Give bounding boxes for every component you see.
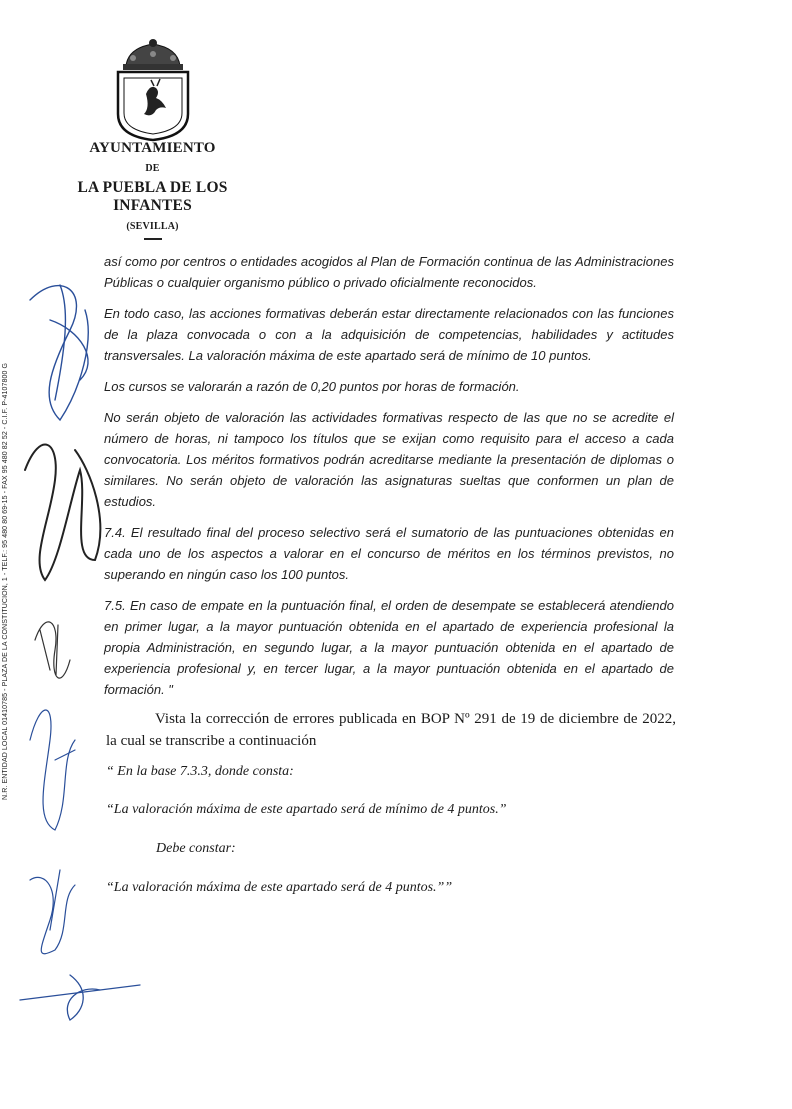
paragraph: 7.5. En caso de empate en la puntuación final, el orden de desempate se establecerá atendiendo en primer lugar, a la mayor puntuación obtenida en el apartado de experiencia profesional la propia Administración, en segundo lugar, a la mayor puntuación obtenida en el apartado de experiencia profesional y, en tercer lugar, a la mayor puntuación obtenida en el apartado de formación. " <box>104 598 674 697</box>
letterhead-rule <box>144 238 162 240</box>
letterhead <box>40 140 265 240</box>
letterhead-de: DE <box>145 163 160 174</box>
correction-debe-constar: Debe constar: <box>156 841 236 856</box>
side-registry-text: N.R. ENTIDAD LOCAL 01410785 - PLAZA DE LA CONSTITUCION, 1 - TELF.: 95 480 80 69-15 - FAX 95 480 82 52 - C.I.F. P-4107800 G <box>2 362 9 800</box>
letterhead-province: (SEVILLA) <box>126 221 179 232</box>
letterhead-title: AYUNTAMIENTO <box>89 140 216 156</box>
coat-of-arms-icon <box>108 36 198 142</box>
paragraph: No serán objeto de valoración las actividades formativas respecto de las que no se acredite el número de horas, ni tampoco los títulos que se exijan como requisito para el acceso a cada convocatoria. Los méritos formativos podrán acreditarse mediante la presentación de diplomas o similares. No serán objeto de valoración las asignaturas sueltas que conformen un plan de estudios. <box>104 410 674 509</box>
bases-text <box>104 251 674 710</box>
correction-section <box>106 708 676 899</box>
correction-quote-donde: “ En la base 7.3.3, donde consta: <box>106 764 294 779</box>
correction-quote-old: “La valoración máxima de este apartado será de mínimo de 4 puntos.” <box>106 802 507 817</box>
paragraph: Los cursos se valorarán a razón de 0,20 puntos por horas de formación. <box>104 379 520 394</box>
correction-quote-new: “La valoración máxima de este apartado será de 4 puntos.”” <box>106 880 453 895</box>
letterhead-town: LA PUEBLA DE LOS INFANTES <box>77 179 228 214</box>
paragraph: En todo caso, las acciones formativas deberán estar directamente relacionados con las funciones de la plaza convocada o con a la adquisición de competencias, habilidades y actitudes transversales. La valoración máxima de este apartado será de mínimo de 10 puntos. <box>104 306 674 363</box>
paragraph: 7.4. El resultado final del proceso selectivo será el sumatorio de las puntuaciones obtenidas en cada uno de los aspectos a valorar en el concurso de méritos en los términos previstos, no superando en ningún caso los 100 puntos. <box>104 525 674 582</box>
correction-intro: Vista la corrección de errores publicada en BOP Nº 291 de 19 de diciembre de 2022, la cual se transcribe a continuación <box>106 711 676 749</box>
paragraph: así como por centros o entidades acogidos al Plan de Formación continua de las Administraciones Públicas o cualquier organismo público o privado oficialmente reconocidos. <box>104 254 674 290</box>
